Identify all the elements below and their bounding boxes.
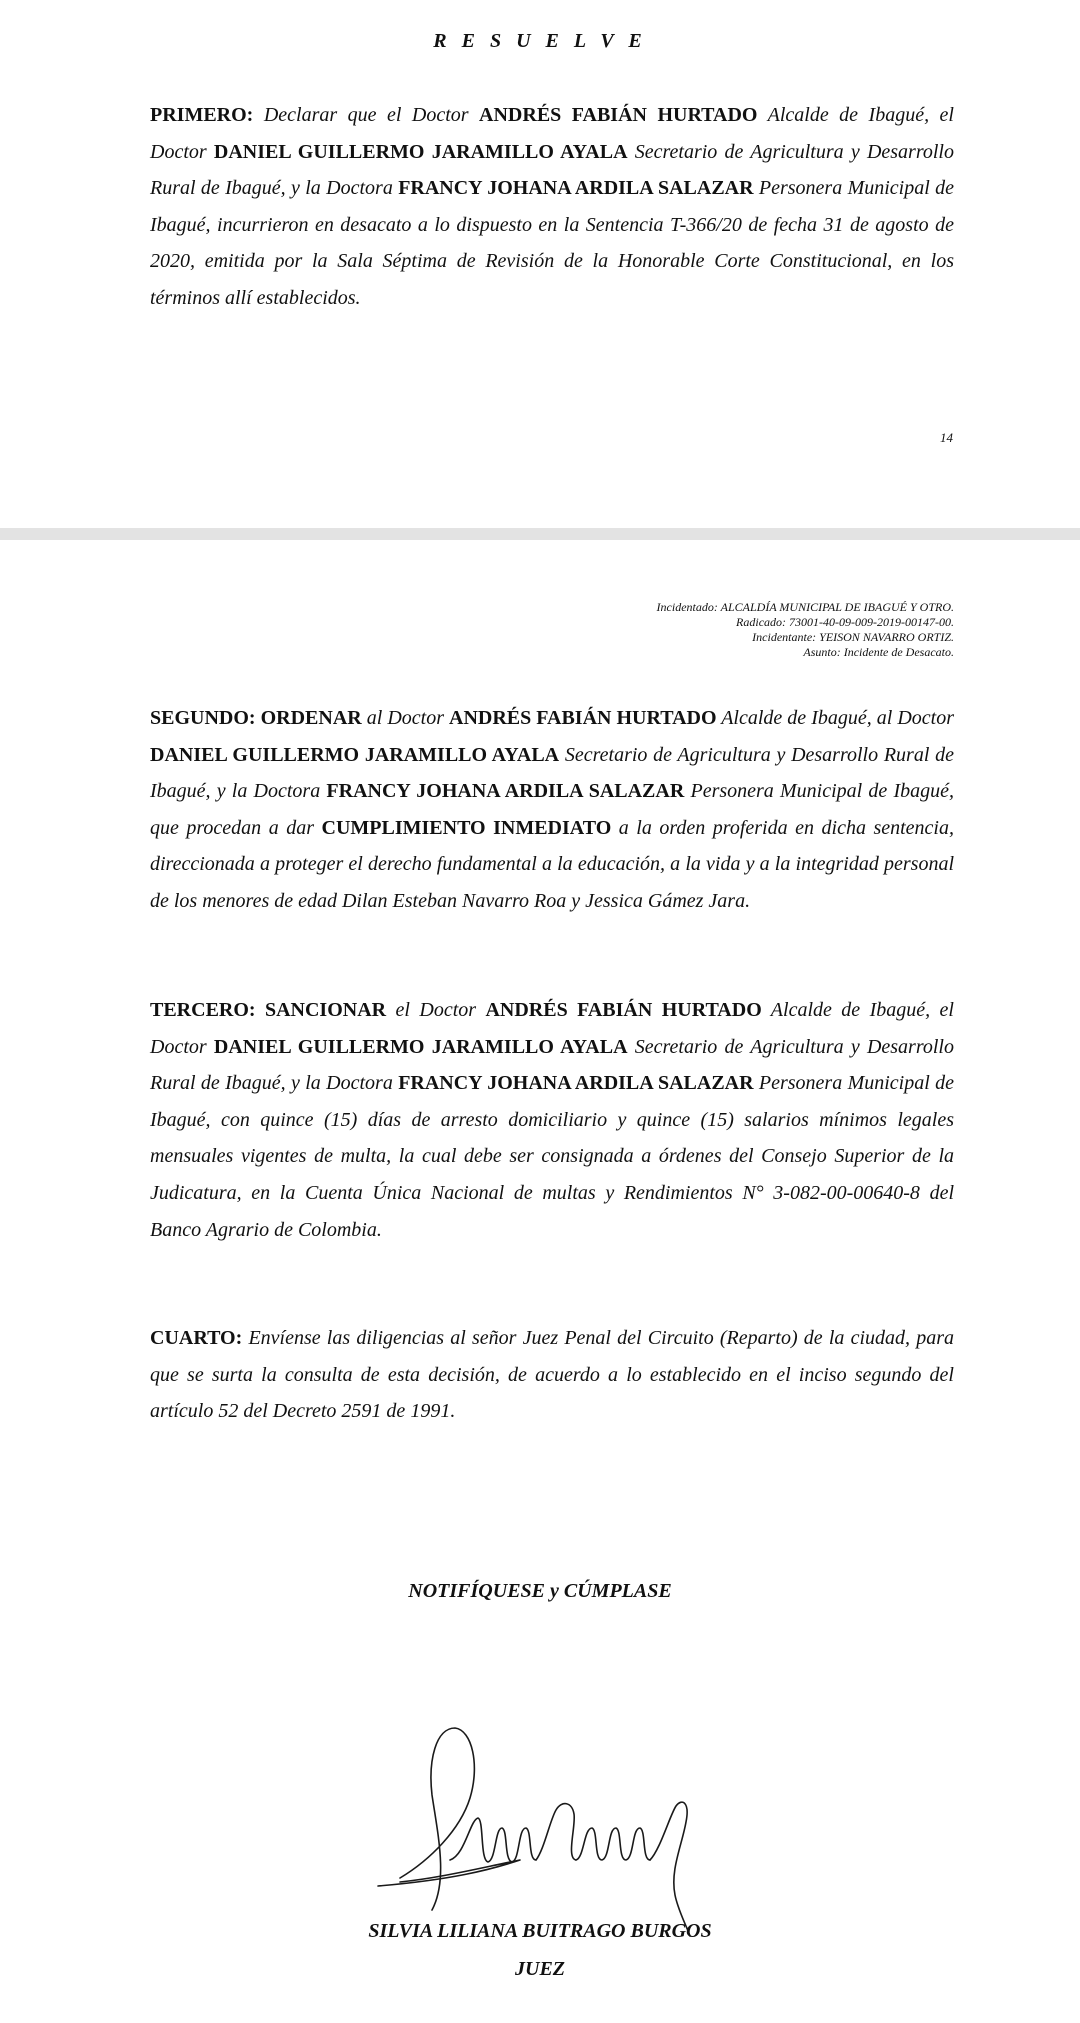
- case-asunto: Asunto: Incidente de Desacato.: [803, 645, 954, 659]
- primero-text: Secretario de Agricultura y Desarrollo Rural de Ibagué, y la Doctora: [150, 140, 954, 200]
- signer-title: JUEZ: [515, 1958, 565, 1980]
- page-number: 14: [940, 430, 953, 445]
- primero-text: Declarar que el Doctor: [253, 104, 480, 126]
- tercero-text: Alcalde de Ibagué, el Doctor: [150, 999, 954, 1058]
- person-name: ANDRÉS FABIÁN HURTADO: [479, 104, 758, 126]
- primero-paragraph: [150, 97, 954, 317]
- page-separator: [0, 528, 1080, 540]
- document-page-2: [0, 540, 1080, 2023]
- person-name: DANIEL GUILLERMO JARAMILLO AYALA: [213, 140, 628, 163]
- handwritten-signature: [370, 1710, 730, 1940]
- cuarto-text: Envíense las diligencias al señor Juez Penal del Circuito (Reparto) de la ciudad, para que se surta la consulta de esta decisión, de acuerdo a lo establecido en el inciso segundo del artículo 52 del Decreto 2591 de 1991.: [150, 1327, 954, 1423]
- case-radicado: Radicado: 73001-40-09-009-2019-00147-00.: [736, 615, 954, 629]
- person-name: ANDRÉS FABIÁN HURTADO: [449, 707, 717, 729]
- primero-text: Alcalde de Ibagué, el Doctor: [150, 104, 954, 163]
- tercero-text: Secretario de Agricultura y Desarrollo Rural de Ibagué, y la Doctora: [150, 1035, 954, 1095]
- case-header: [657, 600, 954, 660]
- person-name: DANIEL GUILLERMO JARAMILLO AYALA: [213, 1035, 628, 1058]
- cuarto-label: CUARTO:: [150, 1327, 243, 1349]
- segundo-label: SEGUNDO: ORDENAR: [150, 707, 362, 729]
- tercero-paragraph: [150, 992, 954, 1248]
- resolution-heading: R E S U E L V E: [433, 30, 647, 52]
- person-name: DANIEL GUILLERMO JARAMILLO AYALA: [150, 743, 560, 766]
- segundo-text: Secretario de Agricultura y Desarrollo Rural de Ibagué, y la Doctora: [150, 743, 954, 803]
- person-name: FRANCY JOHANA ARDILA SALAZAR: [326, 780, 685, 803]
- person-name: ANDRÉS FABIÁN HURTADO: [485, 999, 762, 1021]
- segundo-paragraph: [150, 700, 954, 920]
- closing-line: NOTIFÍQUESE y CÚMPLASE: [408, 1580, 672, 1602]
- case-incidentante: Incidentante: YEISON NAVARRO ORTIZ.: [752, 630, 954, 644]
- case-incidentado: Incidentado: ALCALDÍA MUNICIPAL DE IBAGUÉ Y OTRO.: [656, 600, 954, 614]
- segundo-text: Alcalde de Ibagué, al Doctor: [716, 707, 955, 729]
- primero-label: PRIMERO:: [150, 104, 254, 126]
- signer-name: SILVIA LILIANA BUITRAGO BURGOS: [368, 1920, 712, 1942]
- person-name: FRANCY JOHANA ARDILA SALAZAR: [398, 177, 754, 200]
- emphasis-text: CUMPLIMIENTO INMEDIATO: [321, 816, 612, 839]
- tercero-text: el Doctor: [386, 999, 486, 1021]
- person-name: FRANCY JOHANA ARDILA SALAZAR: [398, 1072, 754, 1095]
- segundo-text: Personera Municipal de Ibagué, que procedan a dar: [150, 780, 954, 839]
- segundo-text: al Doctor: [361, 707, 450, 729]
- cuarto-paragraph: [150, 1320, 954, 1430]
- document-page-1: [0, 0, 1080, 530]
- segundo-text: a la orden proferida en dicha sentencia, direccionada a proteger el derecho fundamental a la educación, a la vida y a la integridad personal de los menores de edad Dilan Esteban Navarro Roa y Jessica Gámez Jara.: [150, 816, 954, 912]
- primero-text: Personera Municipal de Ibagué, incurrieron en desacato a lo dispuesto en la Sentencia T-366/20 de fecha 31 de agosto de 2020, emitida por la Sala Séptima de Revisión de la Honorable Corte Constitucional, en los términos allí establecidos.: [150, 177, 955, 309]
- tercero-text: Personera Municipal de Ibagué, con quince (15) días de arresto domiciliario y quince (15) salarios mínimos legales mensuales vigentes de multa, la cual debe ser consignada a órdenes del Consejo Superior de la Judicatura, en la Cuenta Única Nacional de multas y Rendimientos N° 3-082-00-00640-8 del Banco Agrario de Colombia.: [150, 1072, 955, 1241]
- tercero-label: TERCERO: SANCIONAR: [150, 999, 387, 1021]
